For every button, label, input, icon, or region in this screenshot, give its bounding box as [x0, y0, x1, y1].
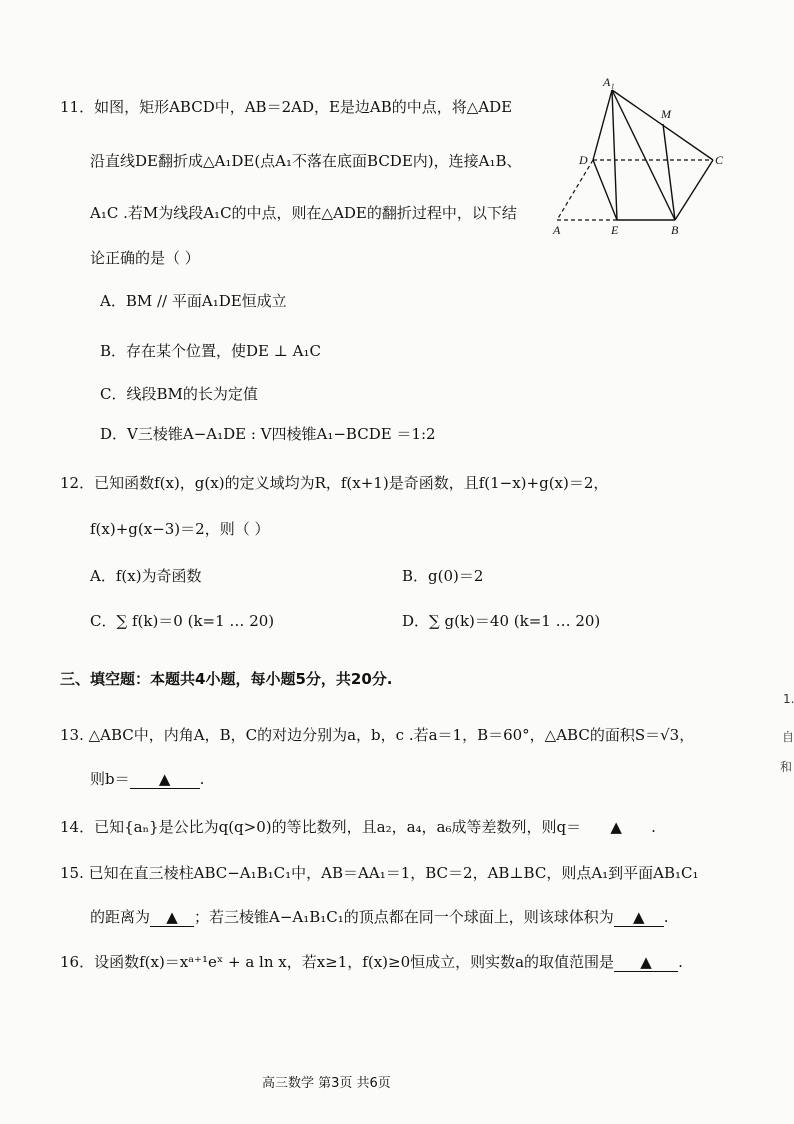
- q16-stem: [60, 951, 683, 972]
- q15-part1: 的距离为: [90, 908, 151, 926]
- q16-text: 16．设函数f(x)＝xᵃ⁺¹eˣ + a ln x，若x≥1，f(x)≥0恒成立，则实数a的取值范围是: [60, 953, 615, 971]
- label-a1: A₁: [603, 75, 615, 89]
- q14-period: .: [651, 818, 656, 836]
- label-e: E: [611, 223, 619, 237]
- q13-period: .: [199, 770, 205, 788]
- q11-stem-line4: 论正确的是（ ）: [90, 249, 200, 267]
- edge-mark-1: 1.: [783, 692, 794, 706]
- q14-stem: [60, 816, 656, 837]
- q15-answer-blank-2[interactable]: ▲: [614, 908, 664, 927]
- q11-option-b: B．存在某个位置，使DE ⊥ A₁C: [100, 342, 321, 360]
- q16-answer-blank[interactable]: ▲: [614, 953, 678, 972]
- label-c: C: [715, 153, 724, 167]
- section-heading-fill-in: 三、填空题：本题共4小题，每小题5分，共20分.: [60, 670, 393, 688]
- q15-part2: ；若三棱锥A−A₁B₁C₁的顶点都在同一个球面上，则该球体积为: [194, 908, 614, 926]
- q13-prefix: 则b＝: [90, 770, 130, 788]
- q14-answer-blank[interactable]: ▲: [610, 818, 622, 836]
- q11-option-c: C．线段BM的长为定值: [100, 385, 258, 403]
- q15-stem-line1: 15. 已知在直三棱柱ABC−A₁B₁C₁中，AB＝AA₁＝1，BC＝2，AB⊥BC，则点A₁到平面AB₁C₁: [60, 864, 699, 882]
- q12-option-d: D．∑ g(k)＝40 (k=1 … 20): [402, 612, 601, 630]
- q12-option-a: A．f(x)为奇函数: [90, 567, 202, 585]
- folded-rectangle-figure: [545, 72, 730, 242]
- q12-option-b: B．g(0)＝2: [402, 567, 484, 585]
- edge-mark-3: 和: [780, 760, 793, 774]
- q15-stem-line2: [90, 906, 669, 927]
- q11-option-a: A．BM // 平面A₁DE恒成立: [100, 292, 287, 310]
- label-b: B: [671, 223, 679, 237]
- page-footer: 高三数学 第3页 共6页: [262, 1076, 391, 1091]
- label-m: M: [661, 107, 671, 121]
- q12-option-c: C．∑ f(k)＝0 (k=1 … 20): [90, 612, 275, 630]
- label-d: D: [579, 153, 588, 167]
- q12-stem-line1: 12．已知函数f(x)，g(x)的定义域均为R，f(x+1)是奇函数，且f(1−x)+g(x)＝2，: [60, 474, 609, 492]
- edge-mark-2: 自: [782, 730, 794, 744]
- q13-answer-blank[interactable]: ▲: [130, 770, 200, 789]
- q11-stem-line2: 沿直线DE翻折成△A₁DE(点A₁不落在底面BCDE内)，连接A₁B、: [90, 152, 522, 170]
- q16-period: .: [678, 953, 683, 971]
- q15-period: .: [663, 908, 669, 926]
- q11-option-d: D．V三棱锥A−A₁DE : V四棱锥A₁−BCDE ＝1:2: [100, 425, 436, 443]
- q13-stem-line2: [90, 768, 204, 789]
- q13-stem-line1: 13. △ABC中，内角A，B，C的对边分别为a，b，c .若a＝1，B＝60°，△ABC的面积S＝√3，: [60, 726, 695, 744]
- q11-stem-line1: 11．如图，矩形ABCD中，AB＝2AD，E是边AB的中点，将△ADE: [60, 98, 513, 116]
- q14-text: 14．已知{aₙ}是公比为q(q>0)的等比数列，且a₂，a₄，a₆成等差数列，则q＝: [60, 818, 582, 836]
- q12-stem-line2: f(x)+g(x−3)＝2，则（ ）: [90, 520, 270, 538]
- label-a: A: [553, 223, 561, 237]
- q11-stem-line3: A₁C .若M为线段A₁C的中点，则在△ADE的翻折过程中，以下结: [90, 204, 517, 222]
- q15-answer-blank-1[interactable]: ▲: [150, 908, 194, 927]
